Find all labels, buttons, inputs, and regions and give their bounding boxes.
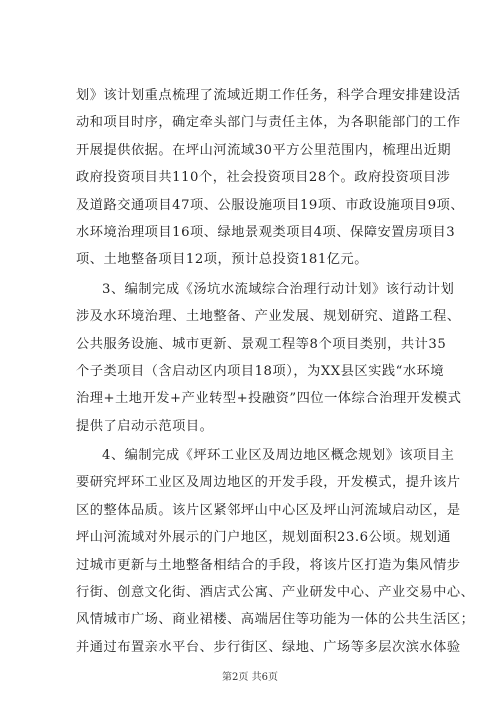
text-line: 水环境治理项目16项、绿地景观类项目4项、保障安置房项目3 — [76, 224, 456, 240]
page-footer: 第2页 共6页 — [222, 672, 278, 683]
text-line: 涉及水环境治理、土地整备、产业发展、规划研究、道路工程、 — [76, 309, 461, 325]
document-body — [76, 82, 475, 661]
text-line: 政府投资项目共110个，社会投资项目28个。政府投资项目涉 — [76, 170, 451, 186]
text-line: 坪山河流域对外展示的门户地区，规划面积23.6公顷。规划通 — [76, 530, 451, 546]
text-line: 划》该计划重点梳理了流域近期工作任务，科学合理安排建设活 — [76, 88, 461, 103]
text-line: 并通过布置亲水平台、步行街区、绿地、广场等多层次滨水体验 — [76, 639, 461, 655]
text-line: 要研究坪环工业区及周边地区的开发手段，开发模式，提升该片 — [76, 475, 461, 491]
text-line: 过城市更新与土地整备相结合的手段，将该片区打造为集风情步 — [76, 557, 461, 573]
text-line: 行街、创意文化街、酒店式公寓、产业研发中心、产业交易中心、 — [76, 585, 475, 601]
text-line: 动和项目时序，确定牵头部门与责任主体，为各职能部门的工作 — [76, 115, 461, 131]
text-line: 提供了启动示范项目。 — [76, 418, 214, 434]
text-line: 及道路交通项目47项、公服设施项目19项、市政设施项目9项、 — [76, 197, 465, 213]
text-line: 区的整体品质。该片区紧邻坪山中心区及坪山河流域启动区，是 — [76, 502, 461, 518]
text-line: 开展提供依据。在坪山河流域30平方公里范围内，梳理出近期 — [76, 142, 452, 158]
text-line: 项、土地整备项目12项，预计总投资181亿元。 — [76, 252, 368, 268]
text-line: 个子类项目（含启动区内项目18项），为XX县区实践“水环境 — [76, 363, 445, 379]
paragraph-start-line: 3、编制完成《汤坑水流域综合治理行动计划》该行动计划 — [102, 281, 455, 297]
text-line: 风情城市广场、商业裙楼、高端居住等功能为一体的公共生活区； — [76, 612, 475, 628]
text-line: 公共服务设施、城市更新、景观工程等8个项目类别，共计35 — [76, 336, 447, 352]
paragraph-start-line: 4、编制完成《坪环工业区及周边地区概念规划》该项目主 — [102, 448, 455, 464]
text-line: 治理+土地开发+产业转型+投融资”四位一体综合治理开发模式 — [76, 391, 462, 407]
